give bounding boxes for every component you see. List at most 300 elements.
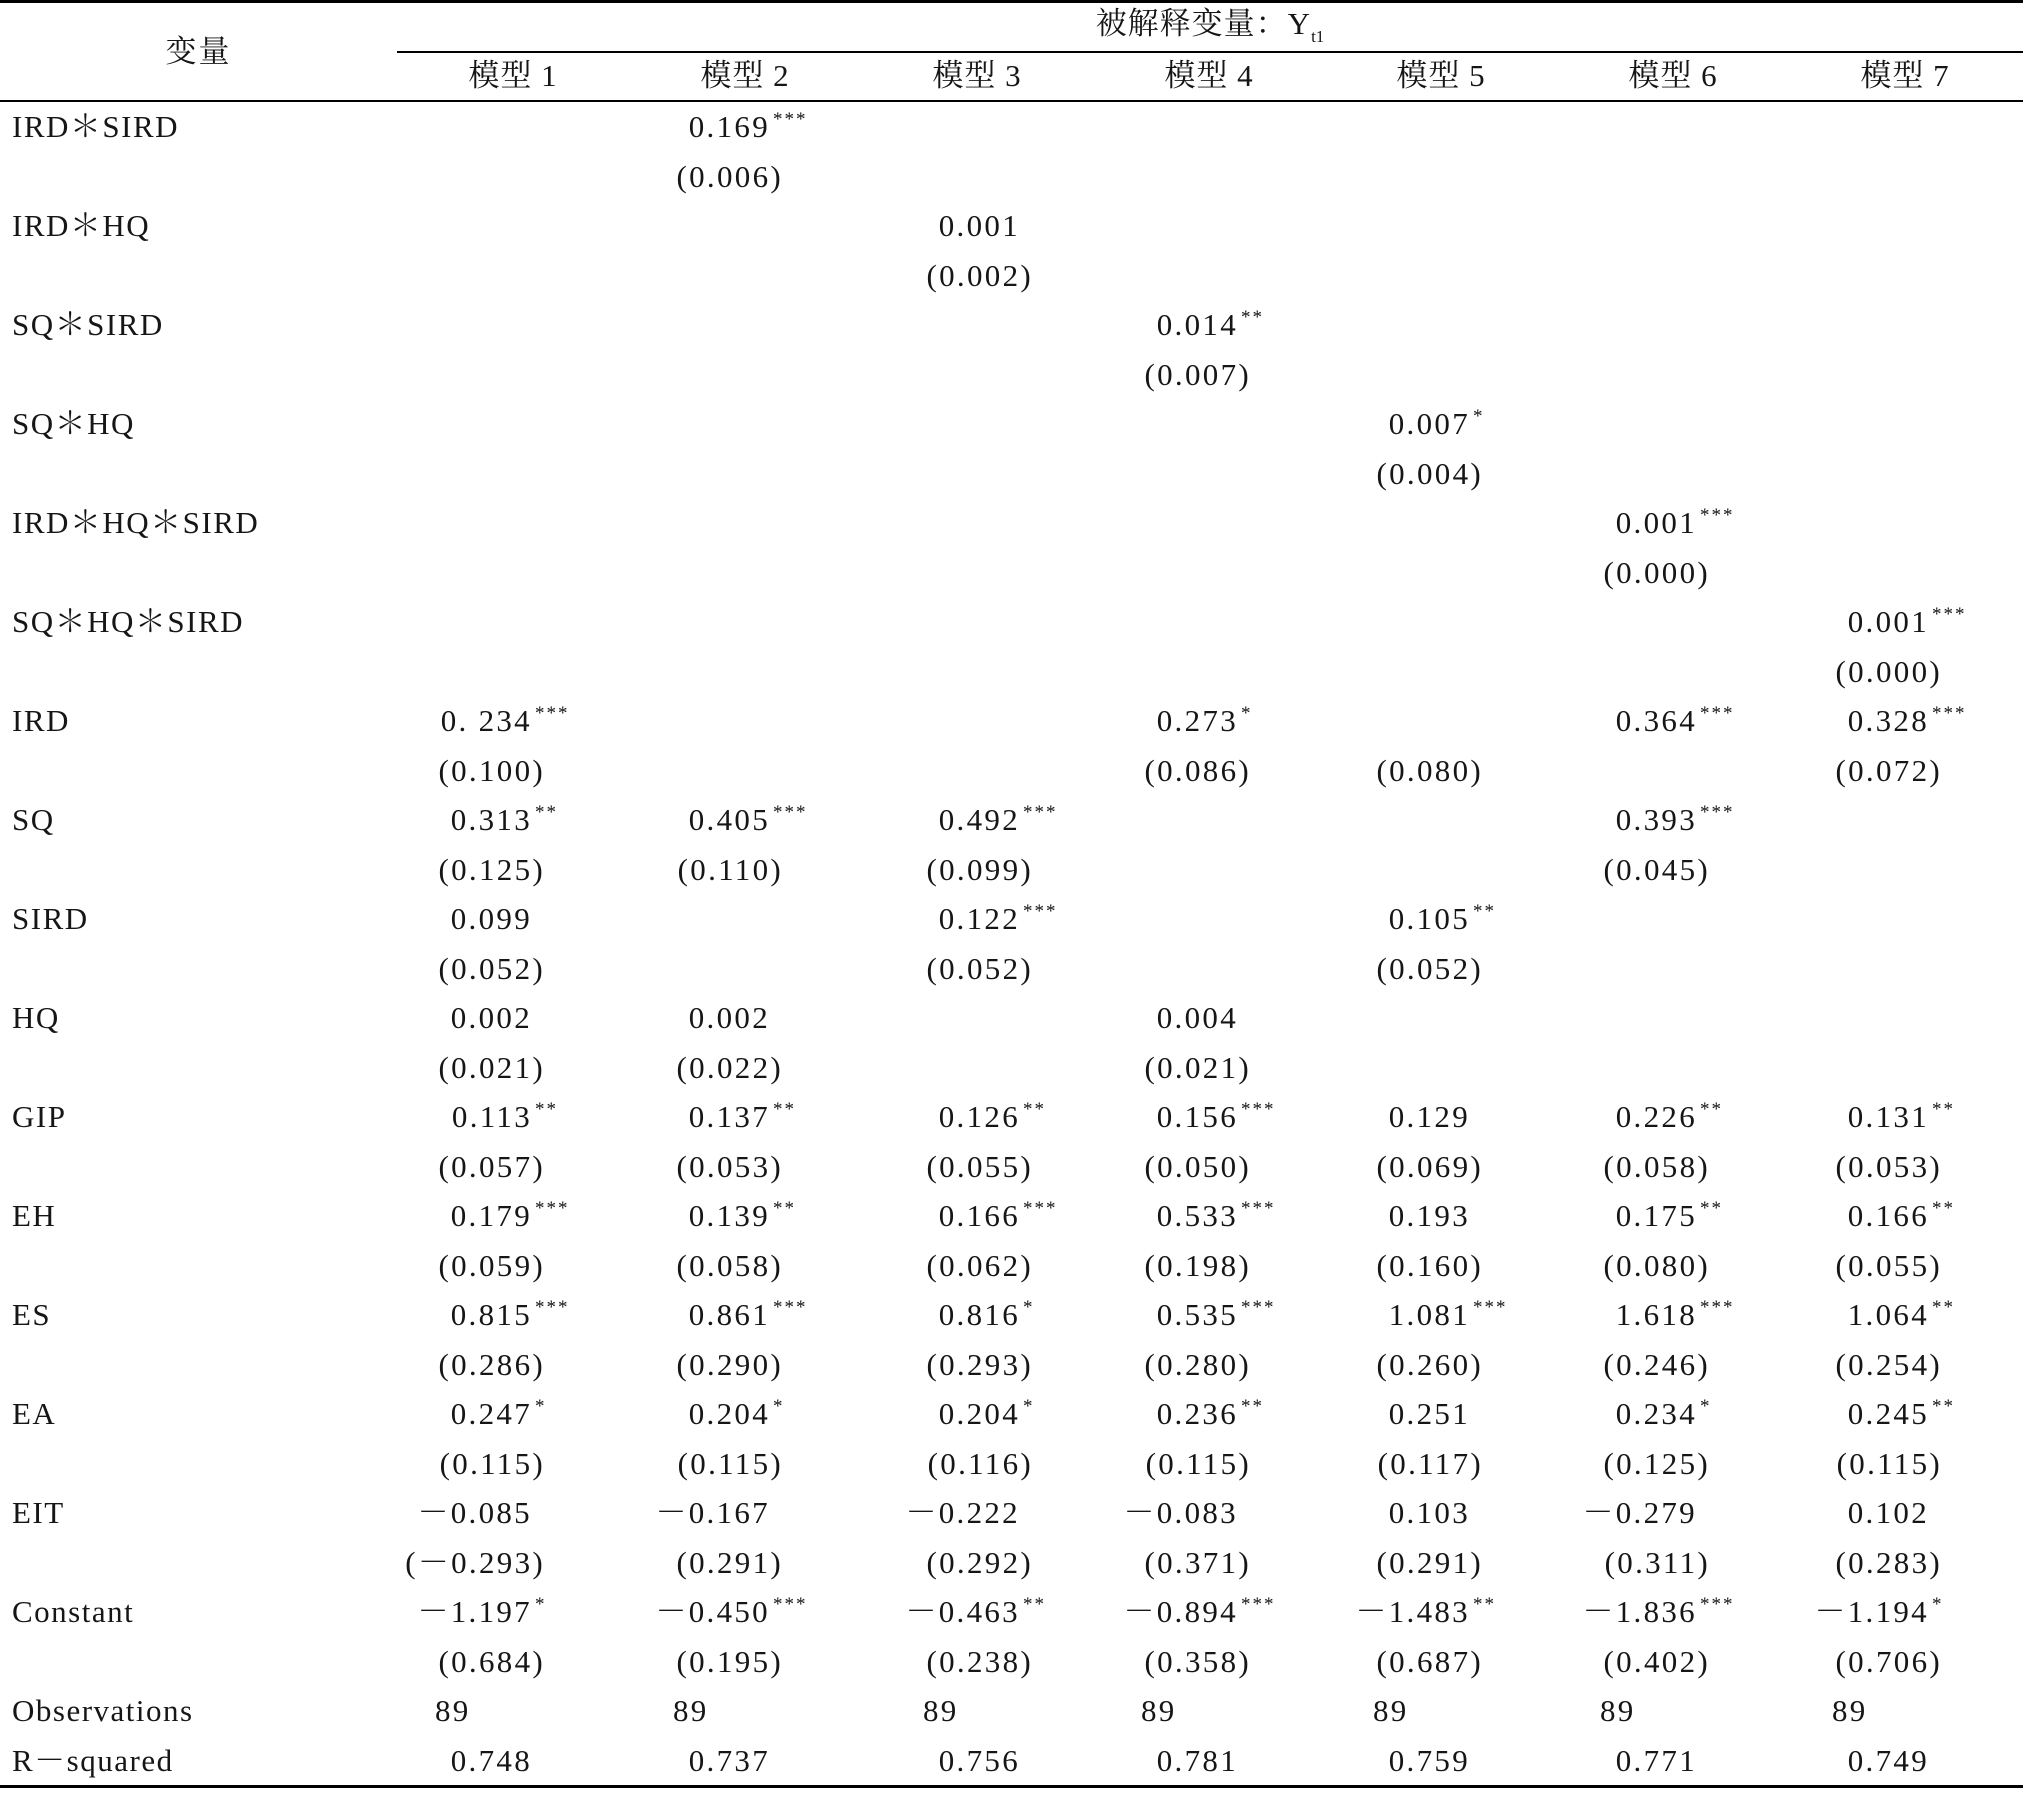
table-body [0, 102, 2023, 1785]
model-2-cell [629, 993, 861, 1092]
model-5-cell [1325, 1092, 1557, 1191]
dependent-variable-header [397, 0, 2023, 50]
model-4-cell [1093, 1092, 1325, 1191]
model-1-cell [397, 1488, 629, 1587]
standard-error-value: (0.311) [1604, 1544, 1710, 1580]
standard-error-value: (0.117) [1377, 1445, 1483, 1481]
significance-stars: *** [1932, 604, 1967, 625]
model-6-cell [1557, 1290, 1789, 1389]
standard-error-value: (0.000) [1835, 653, 1942, 689]
coefficient-value: 0.156 [1156, 1099, 1238, 1134]
model-6-cell [1557, 1389, 1789, 1488]
significance-stars: *** [1241, 1198, 1276, 1219]
significance-stars: * [773, 1396, 785, 1417]
significance-stars: *** [1932, 703, 1967, 724]
coefficient-value: 0.007 [1388, 406, 1470, 441]
row-label: IRD [12, 703, 70, 738]
significance-stars: ** [1932, 1396, 1955, 1417]
r-squared-value: 0.781 [1156, 1742, 1238, 1778]
model-5-cell [1325, 696, 1557, 795]
model-7-cell [1789, 1736, 2021, 1786]
coefficient-value: －1.483 [1355, 1594, 1470, 1629]
observations-value: 89 [673, 1693, 709, 1728]
table-row [0, 1389, 2023, 1488]
standard-error-value: (0.002) [926, 257, 1033, 293]
standard-error-value: (0.006) [676, 158, 783, 194]
row-label: ES [12, 1297, 52, 1332]
significance-stars: ** [535, 1099, 558, 1120]
significance-stars: ** [1023, 1594, 1046, 1615]
model-3-cell [861, 201, 1093, 300]
significance-stars: *** [1700, 703, 1735, 724]
model-7-cell [1789, 1191, 2021, 1290]
observations-value: 89 [1373, 1693, 1409, 1728]
coefficient-value: 0.001 [1847, 604, 1929, 639]
model-4-cell [1093, 696, 1325, 795]
model-7-cell [1789, 1686, 2021, 1736]
significance-stars: *** [1700, 1594, 1735, 1615]
table-row [0, 102, 2023, 201]
observations-value: 89 [1600, 1693, 1636, 1728]
coefficient-value: －0.894 [1123, 1594, 1238, 1629]
significance-stars: *** [1700, 505, 1735, 526]
standard-error-value: (0.238) [926, 1643, 1033, 1679]
model-1-cell [397, 1389, 629, 1488]
coefficient-value: 0.535 [1156, 1297, 1238, 1332]
standard-error-value: (0.260) [1376, 1346, 1483, 1382]
model-3-cell [861, 894, 1093, 993]
coefficient-value: 0.226 [1615, 1099, 1697, 1134]
standard-error-value: (0.286) [438, 1346, 545, 1382]
significance-stars: ** [1932, 1198, 1955, 1219]
model-7-cell [1789, 1488, 2021, 1587]
coefficient-value: 0.175 [1615, 1198, 1697, 1233]
coefficient-value: 0.193 [1388, 1198, 1470, 1233]
model-2-cell [629, 1191, 861, 1290]
row-label: IRD＊HQ [12, 208, 151, 243]
coefficient-value: －0.450 [655, 1594, 770, 1629]
standard-error-value: (0.116) [927, 1445, 1033, 1481]
coefficient-value: 0.103 [1388, 1495, 1470, 1530]
standard-error-value: (0.684) [438, 1643, 545, 1679]
coefficient-value: 0.131 [1847, 1099, 1929, 1134]
standard-error-value: (0.055) [926, 1148, 1033, 1184]
model-3-cell [861, 1488, 1093, 1587]
coefficient-value: 1.064 [1847, 1297, 1929, 1332]
model-3-cell [861, 1736, 1093, 1786]
coefficient-value: 0.001 [1615, 505, 1697, 540]
model-6-cell [1557, 696, 1789, 795]
row-label: HQ [12, 1000, 60, 1035]
row-label: IRD＊HQ＊SIRD [12, 505, 260, 540]
observations-value: 89 [923, 1693, 959, 1728]
standard-error-value: (0.291) [676, 1544, 783, 1580]
coefficient-value: －1.194 [1814, 1594, 1929, 1629]
coefficient-value: 0.166 [938, 1198, 1020, 1233]
model-7-cell [1789, 597, 2021, 696]
model-5-cell [1325, 894, 1557, 993]
significance-stars: * [1023, 1396, 1035, 1417]
model-7-cell [1789, 1389, 2021, 1488]
coefficient-value: 0.251 [1388, 1396, 1470, 1431]
model-4-cell [1093, 1290, 1325, 1389]
coefficient-value: 0. 234 [440, 703, 532, 738]
significance-stars: ** [1241, 307, 1264, 328]
standard-error-value: (0.280) [1144, 1346, 1251, 1382]
model-7-cell [1789, 1092, 2021, 1191]
model-4-cell [1093, 1587, 1325, 1686]
model-6-cell [1557, 795, 1789, 894]
significance-stars: ** [535, 802, 558, 823]
model-4-cell [1093, 1736, 1325, 1786]
standard-error-value: (0.115) [677, 1445, 783, 1481]
standard-error-value: (0.021) [438, 1049, 545, 1085]
row-label: SQ [12, 802, 55, 837]
table-row [0, 1488, 2023, 1587]
significance-stars: *** [1700, 1297, 1735, 1318]
model-6-cell [1557, 1736, 1789, 1786]
coefficient-value: －1.836 [1582, 1594, 1697, 1629]
model-5-cell [1325, 1389, 1557, 1488]
coefficient-value: 0.179 [450, 1198, 532, 1233]
table-row [0, 1191, 2023, 1290]
coefficient-value: －0.463 [905, 1594, 1020, 1629]
row-label: Observations [12, 1693, 194, 1728]
table-row [0, 894, 2023, 993]
coefficient-value: 0.204 [938, 1396, 1020, 1431]
coefficient-value: 0.169 [688, 109, 770, 144]
model-2-cell [629, 1686, 861, 1736]
coefficient-value: 0.328 [1847, 703, 1929, 738]
dependent-variable-label: 被解释变量：Y [1095, 6, 1312, 41]
standard-error-value: (0.004) [1376, 455, 1483, 491]
model-5-cell [1325, 1290, 1557, 1389]
coefficient-value: 0.002 [688, 1000, 770, 1035]
model-5-cell [1325, 1686, 1557, 1736]
standard-error-value: (0.358) [1144, 1643, 1251, 1679]
model-header-7: 模型 7 [1860, 58, 1950, 93]
standard-error-value: (0.050) [1144, 1148, 1251, 1184]
standard-error-value: (0.058) [676, 1247, 783, 1283]
standard-error-value: (0.290) [676, 1346, 783, 1382]
coefficient-value: 0.099 [450, 901, 532, 936]
standard-error-value: (0.086) [1144, 752, 1251, 788]
coefficient-value: 0.113 [451, 1099, 532, 1134]
coefficient-value: －0.083 [1123, 1495, 1238, 1530]
standard-error-value: (0.052) [1376, 950, 1483, 986]
standard-error-value: (0.195) [676, 1643, 783, 1679]
significance-stars: *** [1473, 1297, 1508, 1318]
coefficient-value: 0.816 [938, 1297, 1020, 1332]
significance-stars: *** [1241, 1099, 1276, 1120]
standard-error-value: (0.254) [1835, 1346, 1942, 1382]
standard-error-value: (0.069) [1376, 1148, 1483, 1184]
model-6-cell [1557, 1587, 1789, 1686]
model-header-2: 模型 2 [700, 58, 790, 93]
model-5-cell [1325, 1488, 1557, 1587]
row-label: EA [12, 1396, 57, 1431]
model-6-cell [1557, 1686, 1789, 1736]
significance-stars: *** [773, 802, 808, 823]
standard-error-value: (0.292) [926, 1544, 1033, 1580]
observations-value: 89 [1832, 1693, 1868, 1728]
r-squared-value: 0.737 [688, 1742, 770, 1778]
significance-stars: *** [1023, 1198, 1058, 1219]
model-1-cell [397, 1092, 629, 1191]
significance-stars: *** [773, 1297, 808, 1318]
model-5-cell [1325, 1736, 1557, 1786]
model-1-cell [397, 696, 629, 795]
model-1-cell [397, 1290, 629, 1389]
row-label: SQ＊SIRD [12, 307, 164, 342]
coefficient-value: 0.815 [450, 1297, 532, 1332]
coefficient-value: －0.167 [655, 1495, 770, 1530]
model-4-cell [1093, 1686, 1325, 1736]
standard-error-value: (0.115) [1145, 1445, 1251, 1481]
coefficient-value: 0.001 [938, 208, 1020, 243]
standard-error-value: (0.007) [1144, 356, 1251, 392]
model-1-cell [397, 1587, 629, 1686]
significance-stars: *** [1023, 802, 1058, 823]
standard-error-value: (0.058) [1603, 1148, 1710, 1184]
model-6-cell [1557, 1488, 1789, 1587]
coefficient-value: 0.122 [938, 901, 1020, 936]
model-4-cell [1093, 993, 1325, 1092]
model-1-cell [397, 1736, 629, 1786]
table-row [0, 498, 2023, 597]
r-squared-value: 0.771 [1615, 1742, 1697, 1778]
row-label: IRD＊SIRD [12, 109, 180, 144]
table-row [0, 597, 2023, 696]
significance-stars: * [535, 1396, 547, 1417]
significance-stars: * [1932, 1594, 1944, 1615]
coefficient-value: 1.618 [1615, 1297, 1697, 1332]
model-1-cell [397, 894, 629, 993]
standard-error-value: (0.062) [926, 1247, 1033, 1283]
table-row-observations [0, 1686, 2023, 1736]
observations-value: 89 [435, 1693, 471, 1728]
row-label: GIP [12, 1099, 67, 1134]
coefficient-value: 0.364 [1615, 703, 1697, 738]
coefficient-value: 0.492 [938, 802, 1020, 837]
significance-stars: *** [773, 109, 808, 130]
standard-error-value: (0.293) [926, 1346, 1033, 1382]
standard-error-value: (0.055) [1835, 1247, 1942, 1283]
table-row [0, 1290, 2023, 1389]
model-2-cell [629, 1092, 861, 1191]
coefficient-value: 0.102 [1847, 1495, 1929, 1530]
standard-error-value: (0.246) [1603, 1346, 1710, 1382]
coefficient-value: 0.126 [938, 1099, 1020, 1134]
standard-error-value: (0.099) [926, 851, 1033, 887]
model-6-cell [1557, 498, 1789, 597]
significance-stars: ** [1473, 901, 1496, 922]
standard-error-value: (0.053) [1835, 1148, 1942, 1184]
table-row [0, 300, 2023, 399]
significance-stars: ** [773, 1099, 796, 1120]
row-label: SQ＊HQ＊SIRD [12, 604, 245, 639]
coefficient-value: －0.279 [1582, 1495, 1697, 1530]
model-4-cell [1093, 1389, 1325, 1488]
table-row [0, 795, 2023, 894]
model-3-cell [861, 795, 1093, 894]
significance-stars: *** [1700, 802, 1735, 823]
coefficient-value: 0.245 [1847, 1396, 1929, 1431]
standard-error-value: (0.072) [1835, 752, 1942, 788]
model-7-cell [1789, 1290, 2021, 1389]
model-4-cell [1093, 300, 1325, 399]
standard-error-value: (0.059) [438, 1247, 545, 1283]
model-2-cell [629, 795, 861, 894]
standard-error-value: (0.022) [676, 1049, 783, 1085]
model-header-1: 模型 1 [468, 58, 558, 93]
significance-stars: ** [773, 1198, 796, 1219]
dependent-variable-subscript: t1 [1311, 27, 1325, 46]
significance-stars: ** [1241, 1396, 1264, 1417]
table-row-r-squared [0, 1736, 2023, 1786]
significance-stars: *** [1023, 901, 1058, 922]
model-3-cell [861, 1290, 1093, 1389]
table-row [0, 201, 2023, 300]
standard-error-value: (0.283) [1835, 1544, 1942, 1580]
standard-error-value: (－0.293) [405, 1544, 545, 1580]
model-3-cell [861, 1191, 1093, 1290]
model-5-cell [1325, 399, 1557, 498]
significance-stars: *** [773, 1594, 808, 1615]
coefficient-value: 0.105 [1388, 901, 1470, 936]
model-2-cell [629, 1587, 861, 1686]
model-4-cell [1093, 1488, 1325, 1587]
significance-stars: * [1473, 406, 1485, 427]
variable-column-header: 变量 [165, 34, 232, 69]
model-1-cell [397, 795, 629, 894]
model-6-cell [1557, 1092, 1789, 1191]
model-1-cell [397, 993, 629, 1092]
model-2-cell [629, 1290, 861, 1389]
standard-error-value: (0.080) [1603, 1247, 1710, 1283]
coefficient-value: 0.137 [688, 1099, 770, 1134]
standard-error-value: (0.100) [438, 752, 545, 788]
coefficient-value: －1.197 [417, 1594, 532, 1629]
coefficient-value: 0.139 [688, 1198, 770, 1233]
coefficient-value: －0.222 [905, 1495, 1020, 1530]
standard-error-value: (0.291) [1376, 1544, 1483, 1580]
model-3-cell [861, 1389, 1093, 1488]
standard-error-value: (0.057) [438, 1148, 545, 1184]
coefficient-value: 0.014 [1156, 307, 1238, 342]
coefficient-value: 0.393 [1615, 802, 1697, 837]
significance-stars: ** [1473, 1594, 1496, 1615]
standard-error-value: (0.198) [1144, 1247, 1251, 1283]
model-2-cell [629, 102, 861, 201]
model-header-row [0, 53, 2023, 99]
coefficient-value: 0.273 [1156, 703, 1238, 738]
coefficient-value: 0.405 [688, 802, 770, 837]
significance-stars: *** [535, 1198, 570, 1219]
standard-error-value: (0.125) [438, 851, 545, 887]
row-label: SIRD [12, 901, 89, 936]
coefficient-value: 0.533 [1156, 1198, 1238, 1233]
standard-error-value: (0.053) [676, 1148, 783, 1184]
significance-stars: ** [1700, 1099, 1723, 1120]
table-row [0, 1092, 2023, 1191]
significance-stars: ** [1700, 1198, 1723, 1219]
model-header-3: 模型 3 [932, 58, 1022, 93]
coefficient-value: 1.081 [1388, 1297, 1470, 1332]
r-squared-value: 0.759 [1388, 1742, 1470, 1778]
model-3-cell [861, 1092, 1093, 1191]
standard-error-value: (0.052) [438, 950, 545, 986]
model-2-cell [629, 1389, 861, 1488]
standard-error-value: (0.080) [1376, 752, 1483, 788]
significance-stars: * [1241, 703, 1253, 724]
model-header-5: 模型 5 [1396, 58, 1486, 93]
coefficient-value: 0.002 [450, 1000, 532, 1035]
row-label: Constant [12, 1594, 135, 1629]
standard-error-value: (0.706) [1835, 1643, 1942, 1679]
model-7-cell [1789, 1587, 2021, 1686]
standard-error-value: (0.160) [1376, 1247, 1483, 1283]
row-label: EIT [12, 1495, 65, 1530]
model-5-cell [1325, 1191, 1557, 1290]
r-squared-value: 0.749 [1847, 1742, 1929, 1778]
table-row [0, 1587, 2023, 1686]
standard-error-value: (0.402) [1603, 1643, 1710, 1679]
bottom-rule [0, 1785, 2023, 1788]
model-7-cell [1789, 696, 2021, 795]
significance-stars: *** [1241, 1297, 1276, 1318]
standard-error-value: (0.021) [1144, 1049, 1251, 1085]
model-5-cell [1325, 1587, 1557, 1686]
significance-stars: * [535, 1594, 547, 1615]
r-squared-value: 0.748 [450, 1742, 532, 1778]
model-2-cell [629, 1488, 861, 1587]
significance-stars: ** [1023, 1099, 1046, 1120]
coefficient-value: 0.861 [688, 1297, 770, 1332]
significance-stars: * [1700, 1396, 1712, 1417]
coefficient-value: 0.129 [1388, 1099, 1470, 1134]
significance-stars: *** [1241, 1594, 1276, 1615]
standard-error-value: (0.125) [1603, 1445, 1710, 1481]
row-label: R－squared [12, 1742, 174, 1778]
table-row [0, 993, 2023, 1092]
row-label: EH [12, 1198, 57, 1233]
table-row [0, 696, 2023, 795]
model-3-cell [861, 1587, 1093, 1686]
standard-error-value: (0.052) [926, 950, 1033, 986]
model-4-cell [1093, 1191, 1325, 1290]
standard-error-value: (0.371) [1144, 1544, 1251, 1580]
coefficient-value: 0.204 [688, 1396, 770, 1431]
model-1-cell [397, 1686, 629, 1736]
model-2-cell [629, 1736, 861, 1786]
standard-error-value: (0.687) [1376, 1643, 1483, 1679]
standard-error-value: (0.000) [1603, 554, 1710, 590]
r-squared-value: 0.756 [938, 1742, 1020, 1778]
coefficient-value: 0.313 [450, 802, 532, 837]
standard-error-value: (0.115) [439, 1445, 545, 1481]
significance-stars: ** [1932, 1099, 1955, 1120]
model-3-cell [861, 1686, 1093, 1736]
coefficient-value: 0.236 [1156, 1396, 1238, 1431]
model-header-4: 模型 4 [1164, 58, 1254, 93]
standard-error-value: (0.115) [1836, 1445, 1942, 1481]
model-1-cell [397, 1191, 629, 1290]
row-label: SQ＊HQ [12, 406, 135, 441]
coefficient-value: 0.004 [1156, 1000, 1238, 1035]
coefficient-value: 0.247 [450, 1396, 532, 1431]
standard-error-value: (0.110) [677, 851, 783, 887]
